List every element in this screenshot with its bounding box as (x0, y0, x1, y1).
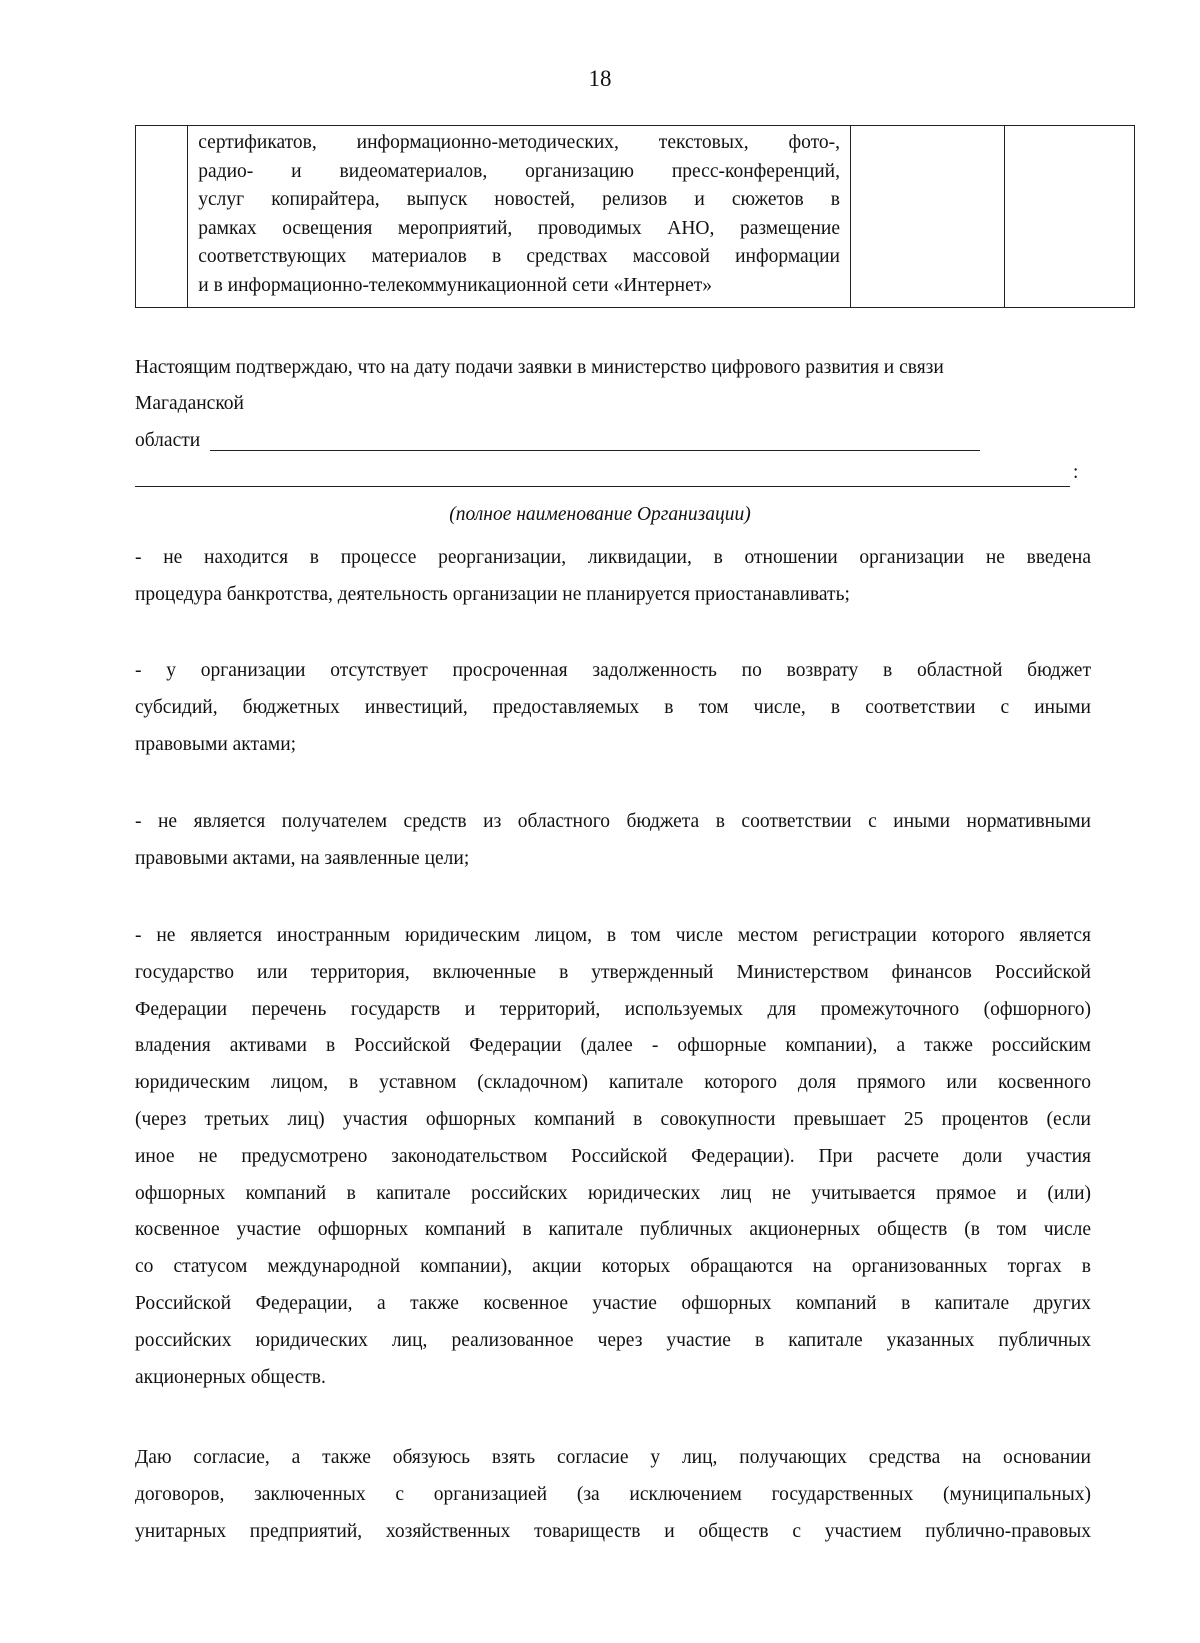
list-item-line: - не находится в процессе реорганизации, ликвидации, в отношении организации не введена (135, 547, 1091, 568)
list-item (135, 653, 1091, 763)
table-text-line: радио- и видеоматериалов, организацию пресс-конференций, (198, 160, 840, 182)
organization-name-blank-line (210, 450, 980, 451)
consent-line: унитарных предприятий, хозяйственных товариществ и обществ с участием публично-правовых (135, 1520, 1091, 1542)
organization-name-caption: (полное наименование Организации) (449, 504, 751, 525)
confirmation-region (135, 386, 1091, 423)
list-item-line: - у организации отсутствует просроченная задолженность по возврату в областной бюджет (135, 660, 1091, 681)
table-row (136, 126, 1135, 308)
list-item-line: Федерации перечень государств и территорий, используемых для промежуточного (офшорного) (135, 998, 1091, 1020)
list-item-line: со статусом международной компании), акции которых обращаются на организованных торгах в (135, 1256, 1091, 1278)
list-item-line: правовыми актами; (135, 733, 297, 755)
list-item-line: косвенное участие офшорных компаний в капитале публичных акционерных обществ (в том числе (135, 1219, 1091, 1241)
table-text-line: услуг копирайтера, выпуск новостей, релизов и сюжетов в (198, 189, 840, 210)
list-item-line: субсидий, бюджетных инвестиций, предоставляемых в том числе, в соответствии с иными (135, 696, 1091, 718)
list-item-line: правовыми актами, на заявленные цели; (135, 847, 470, 869)
table-cell-description (188, 126, 851, 308)
list-item-line: акционерных обществ. (135, 1366, 326, 1388)
region-text: Магаданской (135, 393, 244, 414)
table-cell-number (136, 126, 188, 308)
table-cell-empty (850, 126, 1004, 308)
list-item-line: юридическим лицом, в уставном (складочном) капитале которого доля прямого или косвенного (135, 1072, 1091, 1094)
table-cell-empty (1004, 126, 1134, 308)
confirmation-text: Настоящим подтверждаю, что на дату подачи заявки в министерство цифрового развития и связи (135, 357, 944, 378)
list-item-line: Российской Федерации, а также косвенное участие офшорных компаний в капитале других (135, 1292, 1091, 1314)
confirmation-line (135, 350, 1091, 387)
list-item-line: - не является получателем средств из областного бюджета в соответствии с иными нормативными (135, 811, 1091, 832)
table-text-line: и в информационно-телекоммуникационной сети «Интернет» (198, 274, 713, 296)
list-item-line: - не является иностранным юридическим лицом, в том числе местом регистрации которого является (135, 925, 1091, 946)
list-item-line: владения активами в Российской Федерации (далее - офшорные компании), а также российским (135, 1035, 1091, 1057)
list-item-line: (через третьих лиц) участия офшорных компаний в совокупности превышает 25 процентов (если (135, 1108, 1091, 1130)
organization-name-blank-line-2 (135, 486, 1070, 487)
table-continuation (135, 125, 1135, 308)
oblast-text: области (135, 430, 201, 451)
list-item-line: государство или территория, включенные в утвержденный Министерством финансов Российской (135, 961, 1091, 983)
consent-line: договоров, заключенных с организацией (за исключением государственных (муниципальных) (135, 1483, 1091, 1505)
table-text-line: соответствующих материалов в средствах массовой информации (198, 246, 840, 267)
list-item-line: процедура банкротства, деятельность организации не планируется приостанавливать; (135, 583, 850, 605)
colon: : (1073, 462, 1079, 483)
list-item (135, 804, 1091, 878)
page-number: 18 (588, 66, 612, 91)
list-item-line: иное не предусмотрено законодательством Российской Федерации). При расчете доли участия (135, 1145, 1091, 1167)
table-text-line: рамках освещения мероприятий, проводимых АНО, размещение (198, 217, 840, 239)
consent-paragraph (135, 1440, 1091, 1550)
list-item-line: офшорных компаний в капитале российских юридических лиц не учитывается прямое и (или) (135, 1182, 1091, 1204)
list-item (135, 540, 1091, 614)
table-text-line: сертификатов, информационно-методических, текстовых, фото-, (198, 132, 840, 153)
list-item-line: российских юридических лиц, реализованное через участие в капитале указанных публичных (135, 1329, 1091, 1351)
confirmation-oblast (135, 423, 1091, 460)
consent-line: Даю согласие, а также обязуюсь взять согласие у лиц, получающих средства на основании (135, 1447, 1091, 1468)
list-item (135, 918, 1091, 1396)
